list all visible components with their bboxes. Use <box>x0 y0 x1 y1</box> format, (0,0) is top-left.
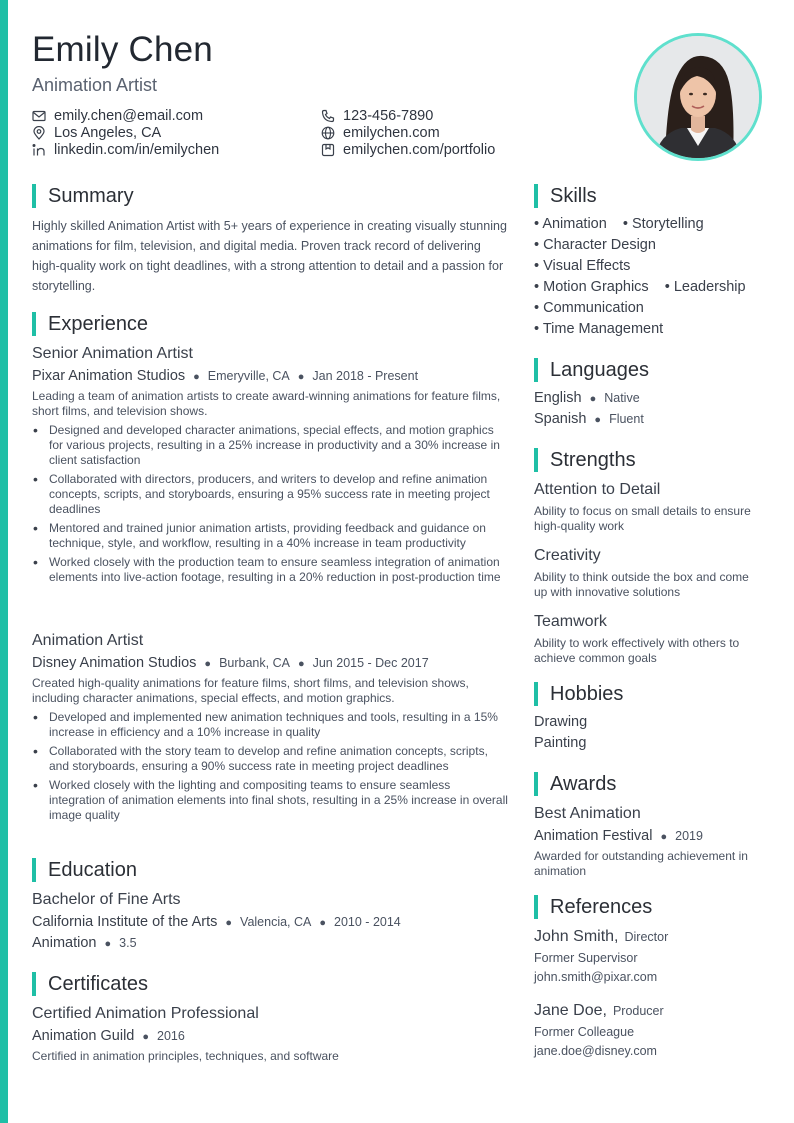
strength-description: Ability to focus on small details to ensure high-quality work <box>534 504 751 533</box>
education-meta <box>32 914 401 930</box>
skill-row <box>534 279 758 295</box>
heading-accent <box>534 895 538 919</box>
education-gpa: 3.5 <box>119 936 137 950</box>
linkedin-icon <box>32 143 46 157</box>
certificates-heading <box>32 972 148 996</box>
skill-row <box>534 300 656 316</box>
education-field: Animation <box>32 935 97 951</box>
reference-name-row <box>534 1002 664 1020</box>
contact-location-text: Los Angeles, CA <box>54 125 162 141</box>
hobby-item: Drawing <box>534 714 588 730</box>
certificates-heading-text: Certificates <box>48 972 149 995</box>
education-heading <box>32 858 137 882</box>
strength-title: Attention to Detail <box>534 481 661 498</box>
references-heading-text: References <box>550 895 653 918</box>
contact-linkedin[interactable] <box>32 142 219 158</box>
language-item <box>534 411 644 427</box>
certificate-issuer: Animation Guild <box>32 1028 135 1044</box>
language-item <box>534 390 640 406</box>
separator-dot: ● <box>204 658 212 670</box>
separator-dot: ● <box>589 393 597 405</box>
job-location: Emeryville, CA <box>207 369 290 383</box>
heading-accent <box>534 448 538 472</box>
hobby-item: Painting <box>534 735 587 751</box>
heading-accent <box>32 312 36 336</box>
contact-linkedin-text: linkedin.com/in/emilychen <box>54 142 220 158</box>
reference-email[interactable]: john.smith@pixar.com <box>534 970 658 984</box>
contact-email[interactable] <box>32 108 203 124</box>
job-bullet: • Mentored and trained junior animation artists, providing feedback and guidance on technique, style, and workflow, resulting in a 40% increase in team productivity <box>32 521 508 551</box>
reference-relation: Former Colleague <box>534 1025 635 1039</box>
job-bullet: • Collaborated with directors, producers, and writers to develop and refine animation concepts, scripts, and storyboards, ensuring a 95% success rate in meeting project deadlines <box>32 472 508 517</box>
certificate-name: Certified Animation Professional <box>32 1005 259 1022</box>
strengths-heading <box>534 448 636 472</box>
skill-item: • Visual Effects <box>534 258 631 274</box>
skill-item: • Time Management <box>534 321 664 337</box>
award-issuer: Animation Festival <box>534 828 653 844</box>
job-bullet: • Worked closely with the production team to ensure seamless integration of animation elements into live-action footage, resulting in a 20% reduction in post-production time <box>32 555 508 585</box>
education-heading-text: Education <box>48 858 137 881</box>
contact-portfolio[interactable] <box>321 142 495 158</box>
education-degree: Bachelor of Fine Arts <box>32 891 181 908</box>
language-level: Fluent <box>609 412 644 426</box>
job-bullets <box>32 423 508 589</box>
contact-location <box>32 125 161 141</box>
hobbies-heading-text: Hobbies <box>550 682 624 705</box>
strength-title: Creativity <box>534 547 601 564</box>
skill-item: • Storytelling <box>622 216 704 232</box>
heading-accent <box>534 772 538 796</box>
certificate-year: 2016 <box>157 1029 185 1043</box>
reference-title: Director <box>624 930 669 944</box>
job-company: Disney Animation Studios <box>32 655 197 671</box>
separator-dot: ● <box>193 371 200 383</box>
award-name: Best Animation <box>534 805 641 822</box>
references-heading <box>534 895 652 919</box>
separator-dot: ● <box>319 917 327 929</box>
job-bullet: • Designed and developed character animations, special effects, and motion graphics for various projects, resulting in a 25% increase in productivity and a 30% increase in client satisfaction <box>32 423 508 468</box>
job-bullet: • Developed and implemented new animation techniques and tools, resulting in a 15% increase in efficiency and a 10% increase in quality <box>32 710 508 740</box>
certificate-description: Certified in animation principles, techniques, and software <box>32 1049 339 1063</box>
heading-accent <box>32 184 36 208</box>
strength-description: Ability to think outside the box and come up with innovative solutions <box>534 570 749 599</box>
phone-icon <box>321 109 335 123</box>
skill-item: • Animation <box>534 216 607 232</box>
experience-heading-text: Experience <box>48 312 149 335</box>
job-company: Pixar Animation Studios <box>32 368 186 384</box>
skills-heading <box>534 184 597 208</box>
separator-dot: ● <box>660 831 668 843</box>
award-description: Awarded for outstanding achievement in animation <box>534 849 748 878</box>
job-bullet: • Collaborated with the story team to develop and refine animation concepts, scripts, and storyboards, ensuring a 90% success rate in meeting project deadlines <box>32 744 508 774</box>
heading-accent <box>534 682 538 706</box>
reference-title: Producer <box>612 1004 664 1018</box>
skill-item: • Leadership <box>664 279 746 295</box>
strength-title: Teamwork <box>534 613 607 630</box>
accent-bar <box>0 0 8 1123</box>
heading-accent <box>32 972 36 996</box>
skill-item: • Character Design <box>534 237 656 253</box>
reference-relation: Former Supervisor <box>534 951 638 965</box>
separator-dot: ● <box>225 917 233 929</box>
contact-email-text: emily.chen@email.com <box>54 108 204 124</box>
skill-item: • Motion Graphics <box>534 279 649 295</box>
job-dates: Jun 2015 - Dec 2017 <box>312 656 429 670</box>
job-location: Burbank, CA <box>219 656 290 670</box>
separator-dot: ● <box>297 658 305 670</box>
resume-role: Animation Artist <box>32 75 158 95</box>
education-dates: 2010 - 2014 <box>334 915 401 929</box>
awards-heading <box>534 772 616 796</box>
contact-website-text: emilychen.com <box>343 125 440 141</box>
location-pin-icon <box>32 126 46 140</box>
languages-heading <box>534 358 649 382</box>
contact-website[interactable] <box>321 125 440 141</box>
summary-heading-text: Summary <box>48 184 134 207</box>
job-bullets <box>32 710 508 827</box>
language-name: English <box>534 390 582 406</box>
language-name: Spanish <box>534 411 587 427</box>
certificate-meta <box>32 1028 185 1044</box>
summary-text: Highly skilled Animation Artist with 5+ years of experience in creating visually stunning animations for film, television, and digital media. Proven track record of delivering high-quality work on tight deadlines, with a strong attention to detail and a passion for storytelling. <box>32 219 507 293</box>
skills-heading-text: Skills <box>550 184 597 207</box>
separator-dot: ● <box>297 371 305 383</box>
job-meta <box>32 368 418 384</box>
hobbies-heading <box>534 682 623 706</box>
skill-row <box>534 258 642 274</box>
strengths-heading-text: Strengths <box>550 448 636 471</box>
contact-portfolio-text: emilychen.com/portfolio <box>343 142 496 158</box>
education-field-row <box>32 935 137 951</box>
awards-heading-text: Awards <box>550 772 617 795</box>
job-bullet: • Worked closely with the lighting and compositing teams to ensure seamless integration of animation elements into final shots, resulting in a 25% increase in overall image quality <box>32 778 508 823</box>
job-description: Created high-quality animations for feature films, short films, and television shows, including character animations, special effects, and motion graphics. <box>32 676 469 705</box>
award-meta <box>534 828 703 844</box>
education-location: Valencia, CA <box>240 915 312 929</box>
skill-row <box>534 321 675 337</box>
job-title: Senior Animation Artist <box>32 345 193 362</box>
education-school: California Institute of the Arts <box>32 914 218 930</box>
heading-accent <box>32 858 36 882</box>
language-level: Native <box>604 391 640 405</box>
job-title: Animation Artist <box>32 632 144 649</box>
profile-photo <box>634 33 762 161</box>
skill-row <box>534 237 668 253</box>
portfolio-icon <box>321 143 335 157</box>
reference-name-row <box>534 928 668 946</box>
heading-accent <box>534 358 538 382</box>
reference-name: John Smith, <box>534 928 619 945</box>
strength-description: Ability to work effectively with others to achieve common goals <box>534 636 740 665</box>
job-meta <box>32 655 429 671</box>
job-description: Leading a team of animation artists to create award-winning animations for feature films, short films, and television shows. <box>32 389 501 418</box>
skill-item: • Communication <box>534 300 644 316</box>
separator-dot: ● <box>104 938 112 950</box>
globe-icon <box>321 126 335 140</box>
contact-phone[interactable] <box>321 108 433 124</box>
separator-dot: ● <box>594 414 602 426</box>
languages-heading-text: Languages <box>550 358 649 381</box>
reference-name: Jane Doe, <box>534 1002 607 1019</box>
summary-heading <box>32 184 134 208</box>
mail-icon <box>32 109 46 123</box>
resume-name: Emily Chen <box>32 30 213 69</box>
skill-row <box>534 216 716 232</box>
contact-phone-text: 123-456-7890 <box>343 108 434 124</box>
experience-heading <box>32 312 148 336</box>
job-dates: Jan 2018 - Present <box>312 369 419 383</box>
heading-accent <box>534 184 538 208</box>
award-year: 2019 <box>675 829 703 843</box>
separator-dot: ● <box>142 1031 150 1043</box>
reference-email[interactable]: jane.doe@disney.com <box>534 1044 657 1058</box>
